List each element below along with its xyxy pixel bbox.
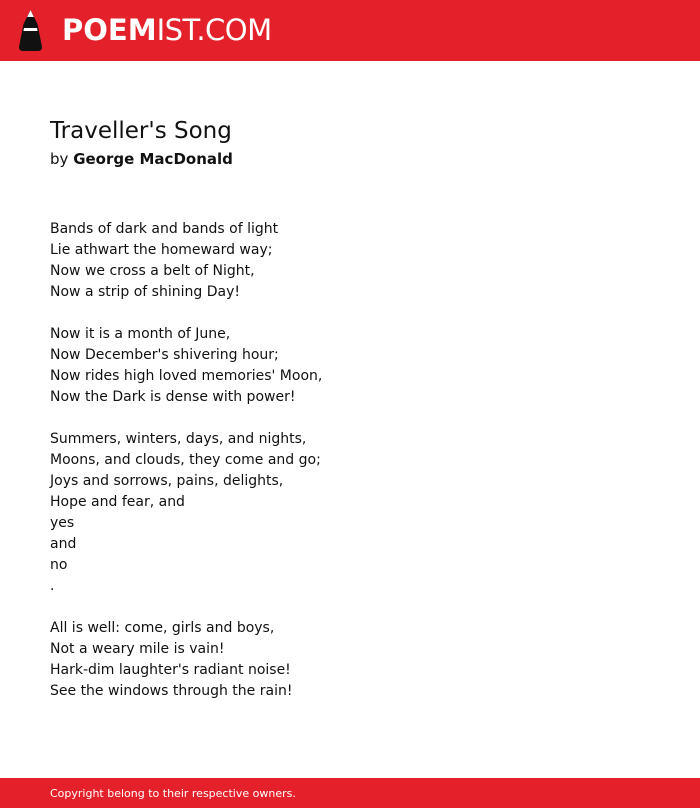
poem-line: Now the Dark is dense with power! xyxy=(50,389,296,405)
stanza-break xyxy=(50,597,650,618)
site-logo[interactable] xyxy=(62,12,272,48)
poem-byline xyxy=(50,148,233,170)
poem-line: and xyxy=(50,536,77,552)
poem-line: Now rides high loved memories' Moon, xyxy=(50,368,323,384)
poem-line: no xyxy=(50,557,68,573)
poem-title: Traveller's Song xyxy=(50,118,232,144)
site-header xyxy=(0,0,700,61)
stanza-break xyxy=(50,408,650,429)
poem-line: Moons, and clouds, they come and go; xyxy=(50,452,321,468)
byline-prefix: by xyxy=(50,150,69,168)
poem-author: George MacDonald xyxy=(73,150,233,168)
poem-line: Bands of dark and bands of light xyxy=(50,221,279,237)
poem-line: Hope and fear, and xyxy=(50,494,185,510)
poem-line: Now we cross a belt of Night, xyxy=(50,263,255,279)
poem-line: Now it is a month of June, xyxy=(50,326,231,342)
poem-line: yes xyxy=(50,515,75,531)
site-footer xyxy=(0,778,700,808)
logo-light-text: IST.COM xyxy=(156,13,272,47)
poem-line: See the windows through the rain! xyxy=(50,683,293,699)
pencil-logo-icon[interactable] xyxy=(18,10,43,51)
logo-bold-text: POEM xyxy=(62,13,157,47)
poem-line: All is well: come, girls and boys, xyxy=(50,620,275,636)
copyright-text: Copyright belong to their respective owners. xyxy=(50,787,296,800)
poem-line: Summers, winters, days, and nights, xyxy=(50,431,307,447)
poem-line: Joys and sorrows, pains, delights, xyxy=(50,473,284,489)
poem-line: Now December's shivering hour; xyxy=(50,347,279,363)
poem-body xyxy=(50,219,650,702)
poem-line: Now a strip of shining Day! xyxy=(50,284,240,300)
poem-line: Not a weary mile is vain! xyxy=(50,641,225,657)
poem-line: Lie athwart the homeward way; xyxy=(50,242,273,258)
poem-line: Hark-dim laughter's radiant noise! xyxy=(50,662,291,678)
poem-line: . xyxy=(50,578,55,594)
stanza-break xyxy=(50,303,650,324)
